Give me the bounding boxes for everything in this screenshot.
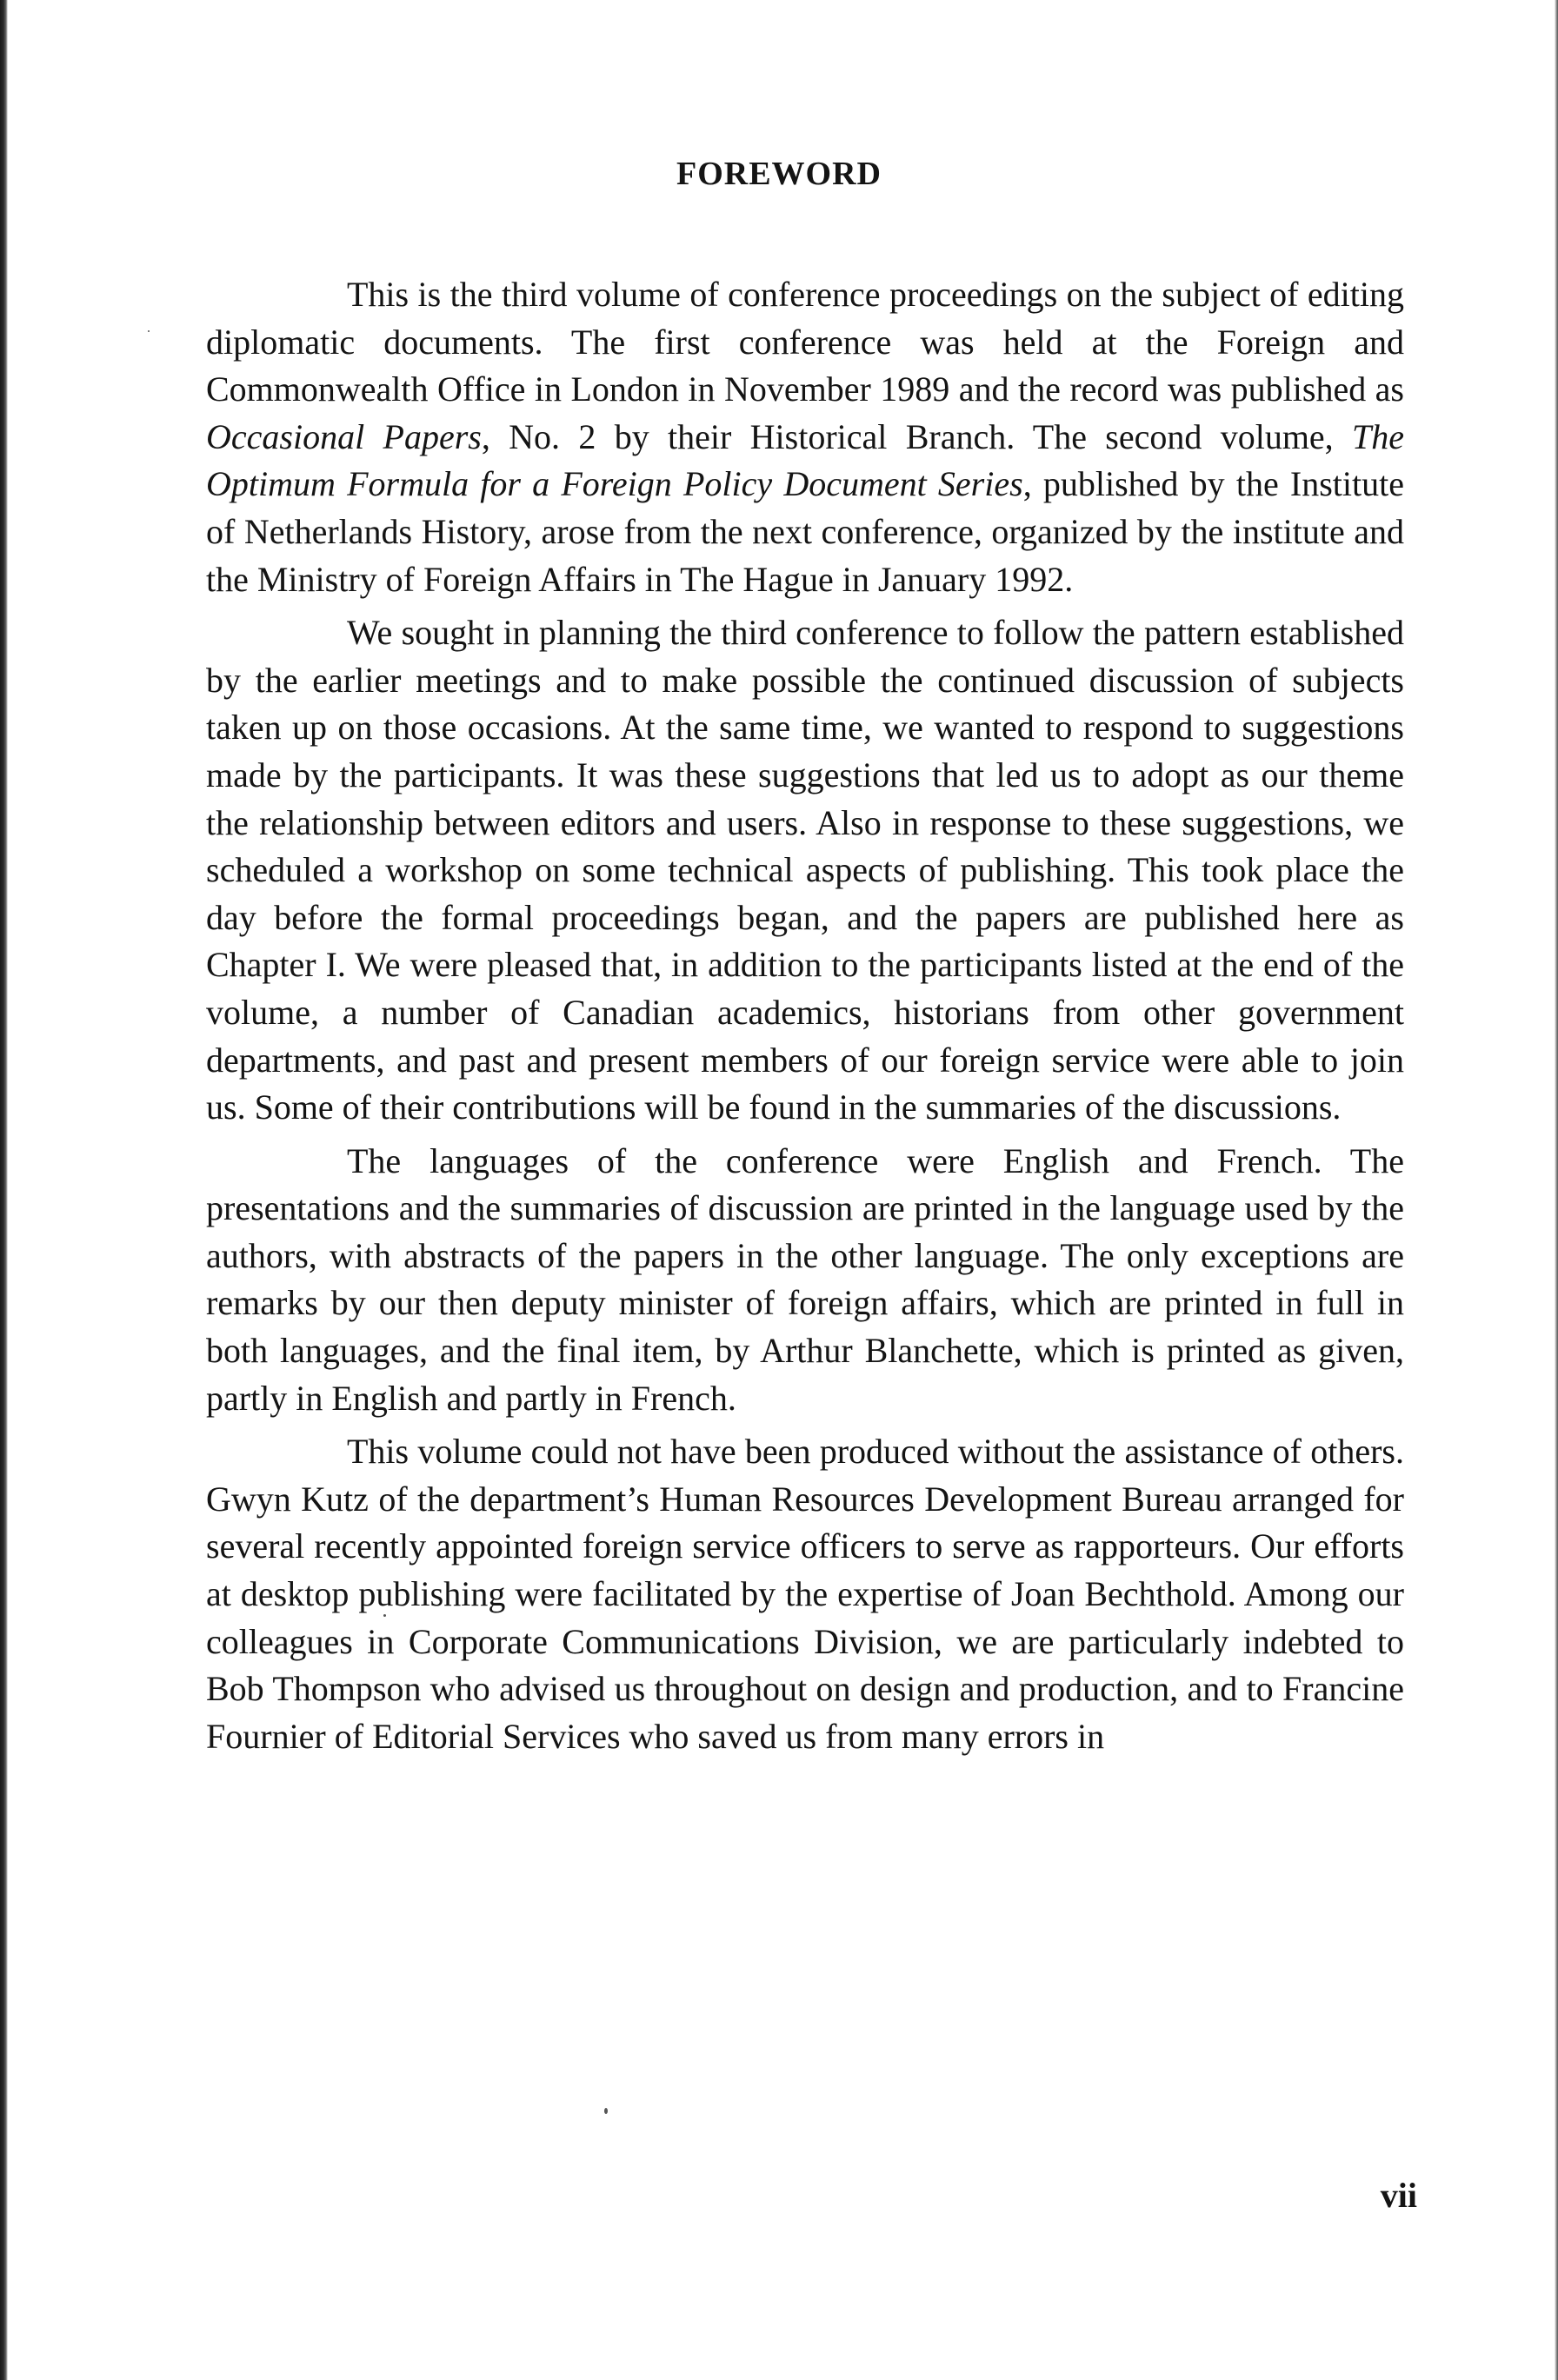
body-paragraph: [206, 609, 1404, 1132]
paragraph-text: We sought in planning the third conference to follow the pattern established by the earlier meetings and to make possible the continued discussion of subjects taken up on those occasions. At the same time, we wanted to respond to suggestions made by the participants. It was these suggestions that led us to adopt as our theme the relationship between editors and users. Also in response to these suggestions, we scheduled a workshop on some technical aspects of publishing. This took place the day before the formal proceedings began, and the papers are published here as Chapter I. We were pleased that, in addition to the participants listed at the end of the volume, a number of Canadian academics, historians from other government departments, and past and present members of our foreign service were able to join us. Some of their contributions will be found in the summaries of the discussions.: [206, 613, 1404, 1127]
paragraph-text: This volume could not have been produced without the assistance of others. Gwyn Kutz of the department’s Human Resources Development Bureau arranged for several recently appointed foreign service officers to serve as rapporteurs. Our efforts at desktop publishing were facilitated by the expertise of Joan Bechthold. Among our colleagues in Corporate Communications Division, we are particularly indebted to Bob Thompson who advised us throughout on design and production, and to Francine Fournier of Editorial Services who saved us from many errors in: [206, 1432, 1404, 1756]
scan-edge-left: [0, 0, 8, 2380]
italic-title: Occasional Papers: [206, 416, 482, 456]
italic-title: The Optimum Formula for a Foreign Policy Document Series: [206, 416, 1405, 504]
page-number: vii: [1380, 2176, 1417, 2215]
body-paragraph: [206, 271, 1404, 603]
paragraph-text: , No. 2 by their Historical Branch. The second volume,: [481, 416, 1353, 456]
scan-speck: [148, 330, 150, 332]
paragraph-text: , published by the Institute of Netherlands History, arose from the next conference, organized by the institute and the Ministry of Foreign Affairs in The Hague in January 1992.: [206, 464, 1405, 599]
body-paragraph: [206, 1138, 1404, 1423]
page-title: FOREWORD: [676, 156, 882, 192]
paragraph-text: This is the third volume of conference proceedings on the subject of editing diplomatic documents. The first conference was held at the Foreign and Commonwealth Office in London in November 1989 and the record was published as: [206, 275, 1404, 409]
paragraph-text: The languages of the conference were English and French. The presentations and the summaries of discussion are printed in the language used by the authors, with abstracts of the papers in the other language. The only exceptions are remarks by our then deputy minister of foreign affairs, which are printed in full in both languages, and the final item, by Arthur Blanchette, which is printed as given, partly in English and partly in French.: [206, 1140, 1404, 1418]
scan-speck: [383, 1614, 386, 1617]
scan-edge-right: [1555, 0, 1558, 2380]
body-paragraph: [206, 1428, 1404, 1760]
scan-speck: [604, 2108, 608, 2114]
foreword-body: [206, 271, 1404, 1760]
